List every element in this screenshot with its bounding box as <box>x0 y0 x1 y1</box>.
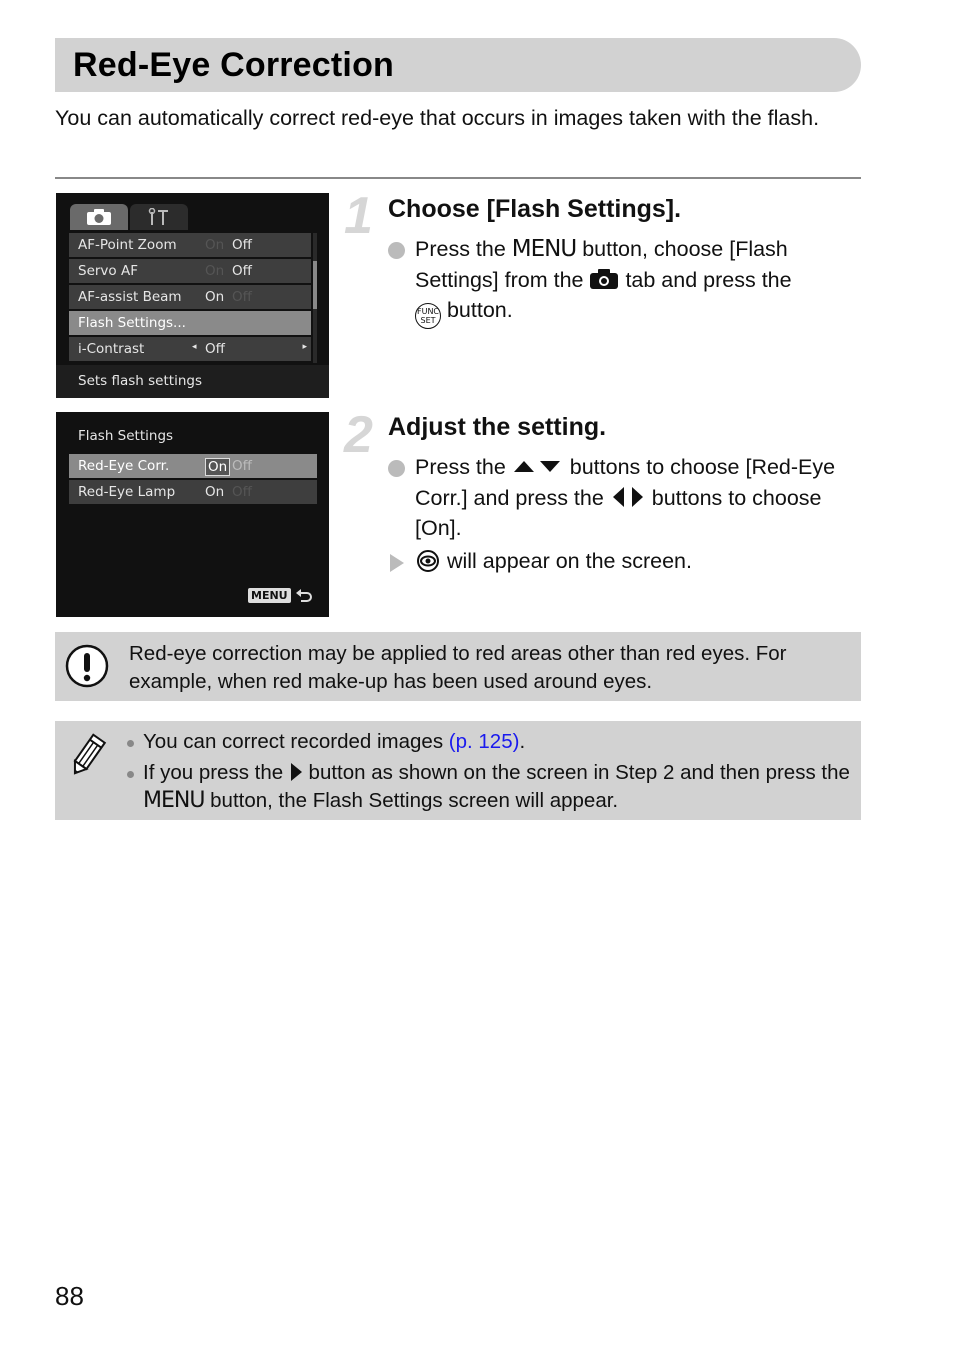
text: If you press the <box>143 761 289 784</box>
menu-row-i-contrast <box>69 337 311 361</box>
step-2-heading: Adjust the setting. <box>388 413 607 441</box>
tab-camera <box>70 204 128 230</box>
left-right-arrows-icon <box>610 486 646 508</box>
step-1-instruction <box>388 234 858 329</box>
row-label: AF-Point Zoom <box>78 237 177 253</box>
right-arrow-icon: ▸ <box>302 342 307 352</box>
menu-row-flash-settings <box>69 311 311 335</box>
left-arrow-icon: ◂ <box>192 342 197 352</box>
row-option-on: On <box>205 484 225 500</box>
caution-icon <box>65 644 109 688</box>
menu-row-servo-af <box>69 259 311 283</box>
text: button, the Flash Settings screen will appear. <box>204 789 619 812</box>
text: button as shown on the screen in Step 2 and then press the <box>302 761 850 784</box>
menu-button-icon: MENU <box>511 236 577 262</box>
menu-row-af-point-zoom <box>69 233 311 257</box>
row-option-off: Off <box>232 289 252 305</box>
hint-text: Sets flash settings <box>78 373 202 389</box>
row-label: AF-assist Beam <box>78 289 182 305</box>
text: You can correct recorded images <box>143 730 449 753</box>
row-label: i-Contrast <box>78 341 145 357</box>
camera-screen-flash-settings <box>56 412 329 617</box>
menu-back-hint <box>248 588 313 603</box>
menu-badge: MENU <box>248 588 291 603</box>
text: will appear on the screen. <box>441 548 692 573</box>
menu-row-red-eye-corr <box>69 454 317 478</box>
row-option-off: Off <box>232 263 252 279</box>
memo-item <box>125 728 850 756</box>
right-arrow-icon <box>289 762 303 782</box>
hint-bar <box>56 365 329 398</box>
row-option-on: On <box>205 237 225 253</box>
text: button. <box>441 298 513 322</box>
text: Press the <box>415 237 512 261</box>
step-1-body <box>388 234 858 329</box>
bullet-icon <box>388 460 405 477</box>
page-title: Red-Eye Correction <box>73 46 395 84</box>
step-number-1: 1 <box>344 187 373 245</box>
intro-text: You can automatically correct red-eye that occurs in images taken with the flash. <box>55 106 820 130</box>
func-set-button-icon: FUNC SET <box>415 303 441 329</box>
tools-icon <box>146 208 172 226</box>
text: Press the <box>415 455 512 479</box>
row-option-on: On <box>205 289 225 305</box>
row-option-off: Off <box>232 484 252 500</box>
text: button, choose [Flash Settings] from the <box>415 237 788 292</box>
text: buttons to choose [On]. <box>415 485 822 540</box>
menu-row-af-assist-beam <box>69 285 311 309</box>
page-number: 88 <box>55 1281 84 1311</box>
text: tab and press the <box>619 267 792 292</box>
row-label: Servo AF <box>78 263 138 279</box>
row-option-on: On <box>205 458 230 476</box>
row-option-off: Off <box>232 458 252 474</box>
camera-icon <box>86 208 112 226</box>
divider <box>55 177 861 179</box>
up-down-arrows-icon <box>512 459 564 473</box>
camera-icon <box>589 268 619 290</box>
back-arrow-icon <box>295 589 313 603</box>
row-value: Off <box>205 341 225 357</box>
menu-row-red-eye-lamp <box>69 480 317 504</box>
menu-button-icon: MENU <box>143 788 205 813</box>
red-eye-icon <box>415 550 441 572</box>
text: buttons to choose [Red-Eye Corr.] and press the <box>415 455 836 510</box>
camera-screen-menu <box>56 193 329 398</box>
memo-item <box>125 759 850 815</box>
step-2-result <box>388 546 858 577</box>
text: . <box>519 730 526 753</box>
row-option-off: Off <box>232 237 252 253</box>
page-reference-link[interactable]: (p. 125) <box>448 730 520 753</box>
step-1-heading: Choose [Flash Settings]. <box>388 195 682 223</box>
scrollbar-thumb <box>313 261 317 309</box>
memo-box <box>55 721 861 820</box>
caution-box <box>55 632 861 701</box>
row-label: Red-Eye Corr. <box>78 458 170 474</box>
step-number-2: 2 <box>344 406 373 464</box>
row-option-on: On <box>205 263 225 279</box>
menu-list <box>69 233 311 363</box>
caution-text: Red-eye correction may be applied to red areas other than red eyes. For example, when red make-up has been used around eyes. <box>129 642 787 693</box>
pencil-icon <box>67 733 107 779</box>
step-2-body <box>388 452 858 576</box>
menu-tabs <box>70 204 190 230</box>
bullet-icon <box>388 242 405 259</box>
result-arrow-icon <box>390 554 404 572</box>
row-label: Red-Eye Lamp <box>78 484 176 500</box>
memo-list <box>125 728 850 815</box>
step-2-instruction <box>388 452 858 544</box>
row-label: Flash Settings... <box>78 315 186 331</box>
screen-title: Flash Settings <box>78 428 174 444</box>
tab-settings <box>130 204 188 230</box>
title-bar <box>55 38 861 92</box>
flash-settings-list <box>69 454 317 506</box>
